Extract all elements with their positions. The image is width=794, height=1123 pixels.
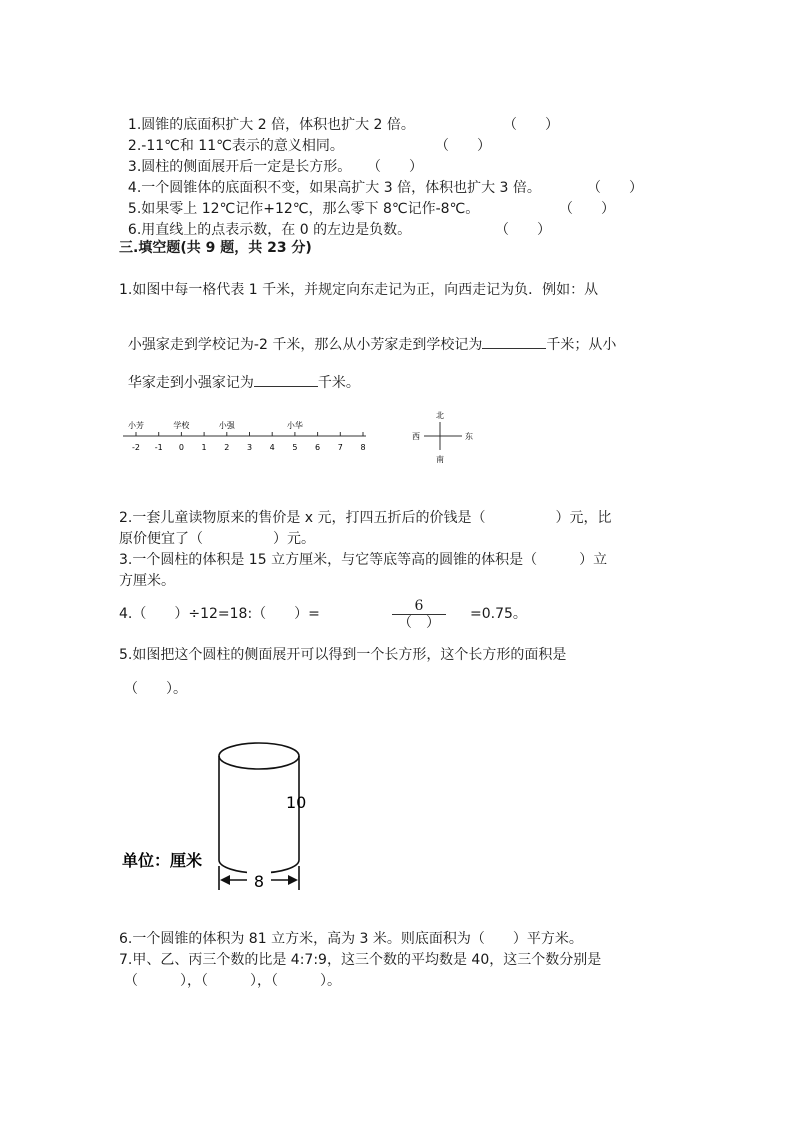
q1-line-3 — [119, 352, 360, 393]
compass-east: 东 — [465, 432, 473, 441]
tick-label: 3 — [246, 443, 253, 452]
fraction-denominator[interactable]: （ ） — [392, 614, 446, 631]
q7-line-2: （ ），（ ），（ ）。 — [124, 973, 341, 989]
place-label: 小强 — [218, 421, 235, 430]
q1-text: 千米；从小 — [546, 337, 617, 353]
section-title: 三.填空题(共 9 题，共 23 分) — [119, 240, 312, 256]
judge-text: 1.圆锥的底面积扩大 2 倍，体积也扩大 2 倍。 — [127, 117, 415, 133]
cylinder-top — [219, 743, 299, 769]
judge-item-6 — [119, 200, 551, 240]
place-label: 小芳 — [128, 421, 144, 430]
answer-paren[interactable]: （ ） — [495, 222, 551, 238]
answer-paren[interactable]: （ ） — [367, 159, 423, 175]
place-label: 小华 — [286, 421, 303, 430]
q2-line-2: 原价便宜了（ ）元。 — [119, 531, 315, 547]
number-line-figure — [0, 400, 794, 475]
q7-line-1: 7.甲、乙、丙三个数的比是 4:7:9，这三个数的平均数是 40，这三个数分别是 — [119, 952, 602, 968]
tick-label: 8 — [360, 443, 366, 452]
compass-west: 西 — [412, 432, 420, 441]
height-label: 10 — [286, 793, 307, 812]
judge-text: 5.如果零上 12℃记作+12℃，那么零下 8℃记作-8℃。 — [127, 201, 480, 217]
q4-right: =0.75。 — [470, 606, 527, 622]
compass — [412, 410, 473, 464]
arrow-right-icon — [288, 875, 298, 885]
q3-line-1: 3.一个圆柱的体积是 15 立方厘米，与它等底等高的圆锥的体积是（ ）立 — [119, 552, 608, 568]
fraction-numerator: 6 — [414, 598, 424, 614]
answer-blank[interactable] — [482, 334, 546, 349]
tick-label: 1 — [201, 443, 207, 452]
q1-line-1: 1.如图中每一格代表 1 千米，并规定向东走记为正，向西走记为负．例如：从 — [119, 282, 599, 298]
q1-text: 小强家走到学校记为-2 千米，那么从小芳家走到学校记为 — [127, 337, 483, 353]
judge-text: 3.圆柱的侧面展开后一定是长方形。 — [127, 159, 352, 175]
number-line — [123, 420, 366, 452]
answer-paren[interactable]: （ ） — [503, 117, 559, 133]
diameter-label: 8 — [253, 872, 265, 891]
q2-line-1: 2.一套儿童读物原来的售价是 x 元，打四五折后的价钱是（ ）元，比 — [119, 510, 612, 526]
tick-label: 4 — [269, 443, 275, 452]
judge-text: 4.一个圆锥体的底面积不变，如果高扩大 3 倍，体积也扩大 3 倍。 — [127, 180, 541, 196]
answer-paren[interactable]: （ ） — [587, 180, 643, 196]
tick-label: 0 — [178, 443, 184, 452]
q5-line-1: 5.如图把这个圆柱的侧面展开可以得到一个长方形，这个长方形的面积是 — [119, 647, 567, 663]
tick-label: 2 — [224, 443, 230, 452]
q1-text: 千米。 — [317, 375, 360, 391]
q6-line: 6.一个圆锥的体积为 81 立方米，高为 3 米。则底面积为（ ）平方米。 — [119, 931, 583, 947]
compass-south: 南 — [436, 455, 444, 464]
q4-fraction — [392, 598, 446, 631]
tick-label: 7 — [337, 443, 343, 452]
answer-paren[interactable]: （ ） — [559, 201, 615, 217]
q1-text: 华家走到小强家记为 — [127, 375, 254, 391]
answer-blank[interactable] — [254, 372, 318, 387]
q1-line-2 — [119, 314, 616, 355]
q4-left: 4.（ ）÷12=18:（ ）= — [119, 606, 320, 622]
tick-label: 6 — [315, 443, 321, 452]
q3-line-2: 方厘米。 — [119, 573, 175, 589]
unit-label: 单位：厘米 — [122, 851, 203, 870]
answer-paren[interactable]: （ ） — [435, 138, 491, 154]
tick-label: 5 — [292, 443, 298, 452]
tick-label: -2 — [132, 443, 140, 452]
q5-line-2: （ ）。 — [124, 681, 187, 697]
cylinder-figure — [110, 730, 330, 900]
compass-north: 北 — [436, 411, 444, 420]
arrow-left-icon — [220, 875, 230, 885]
judge-text: 6.用直线上的点表示数，在 0 的左边是负数。 — [127, 222, 412, 238]
judge-text: 2.-11℃和 11℃表示的意义相同。 — [127, 138, 344, 154]
place-label: 学校 — [173, 421, 190, 430]
tick-label: -1 — [154, 443, 163, 452]
